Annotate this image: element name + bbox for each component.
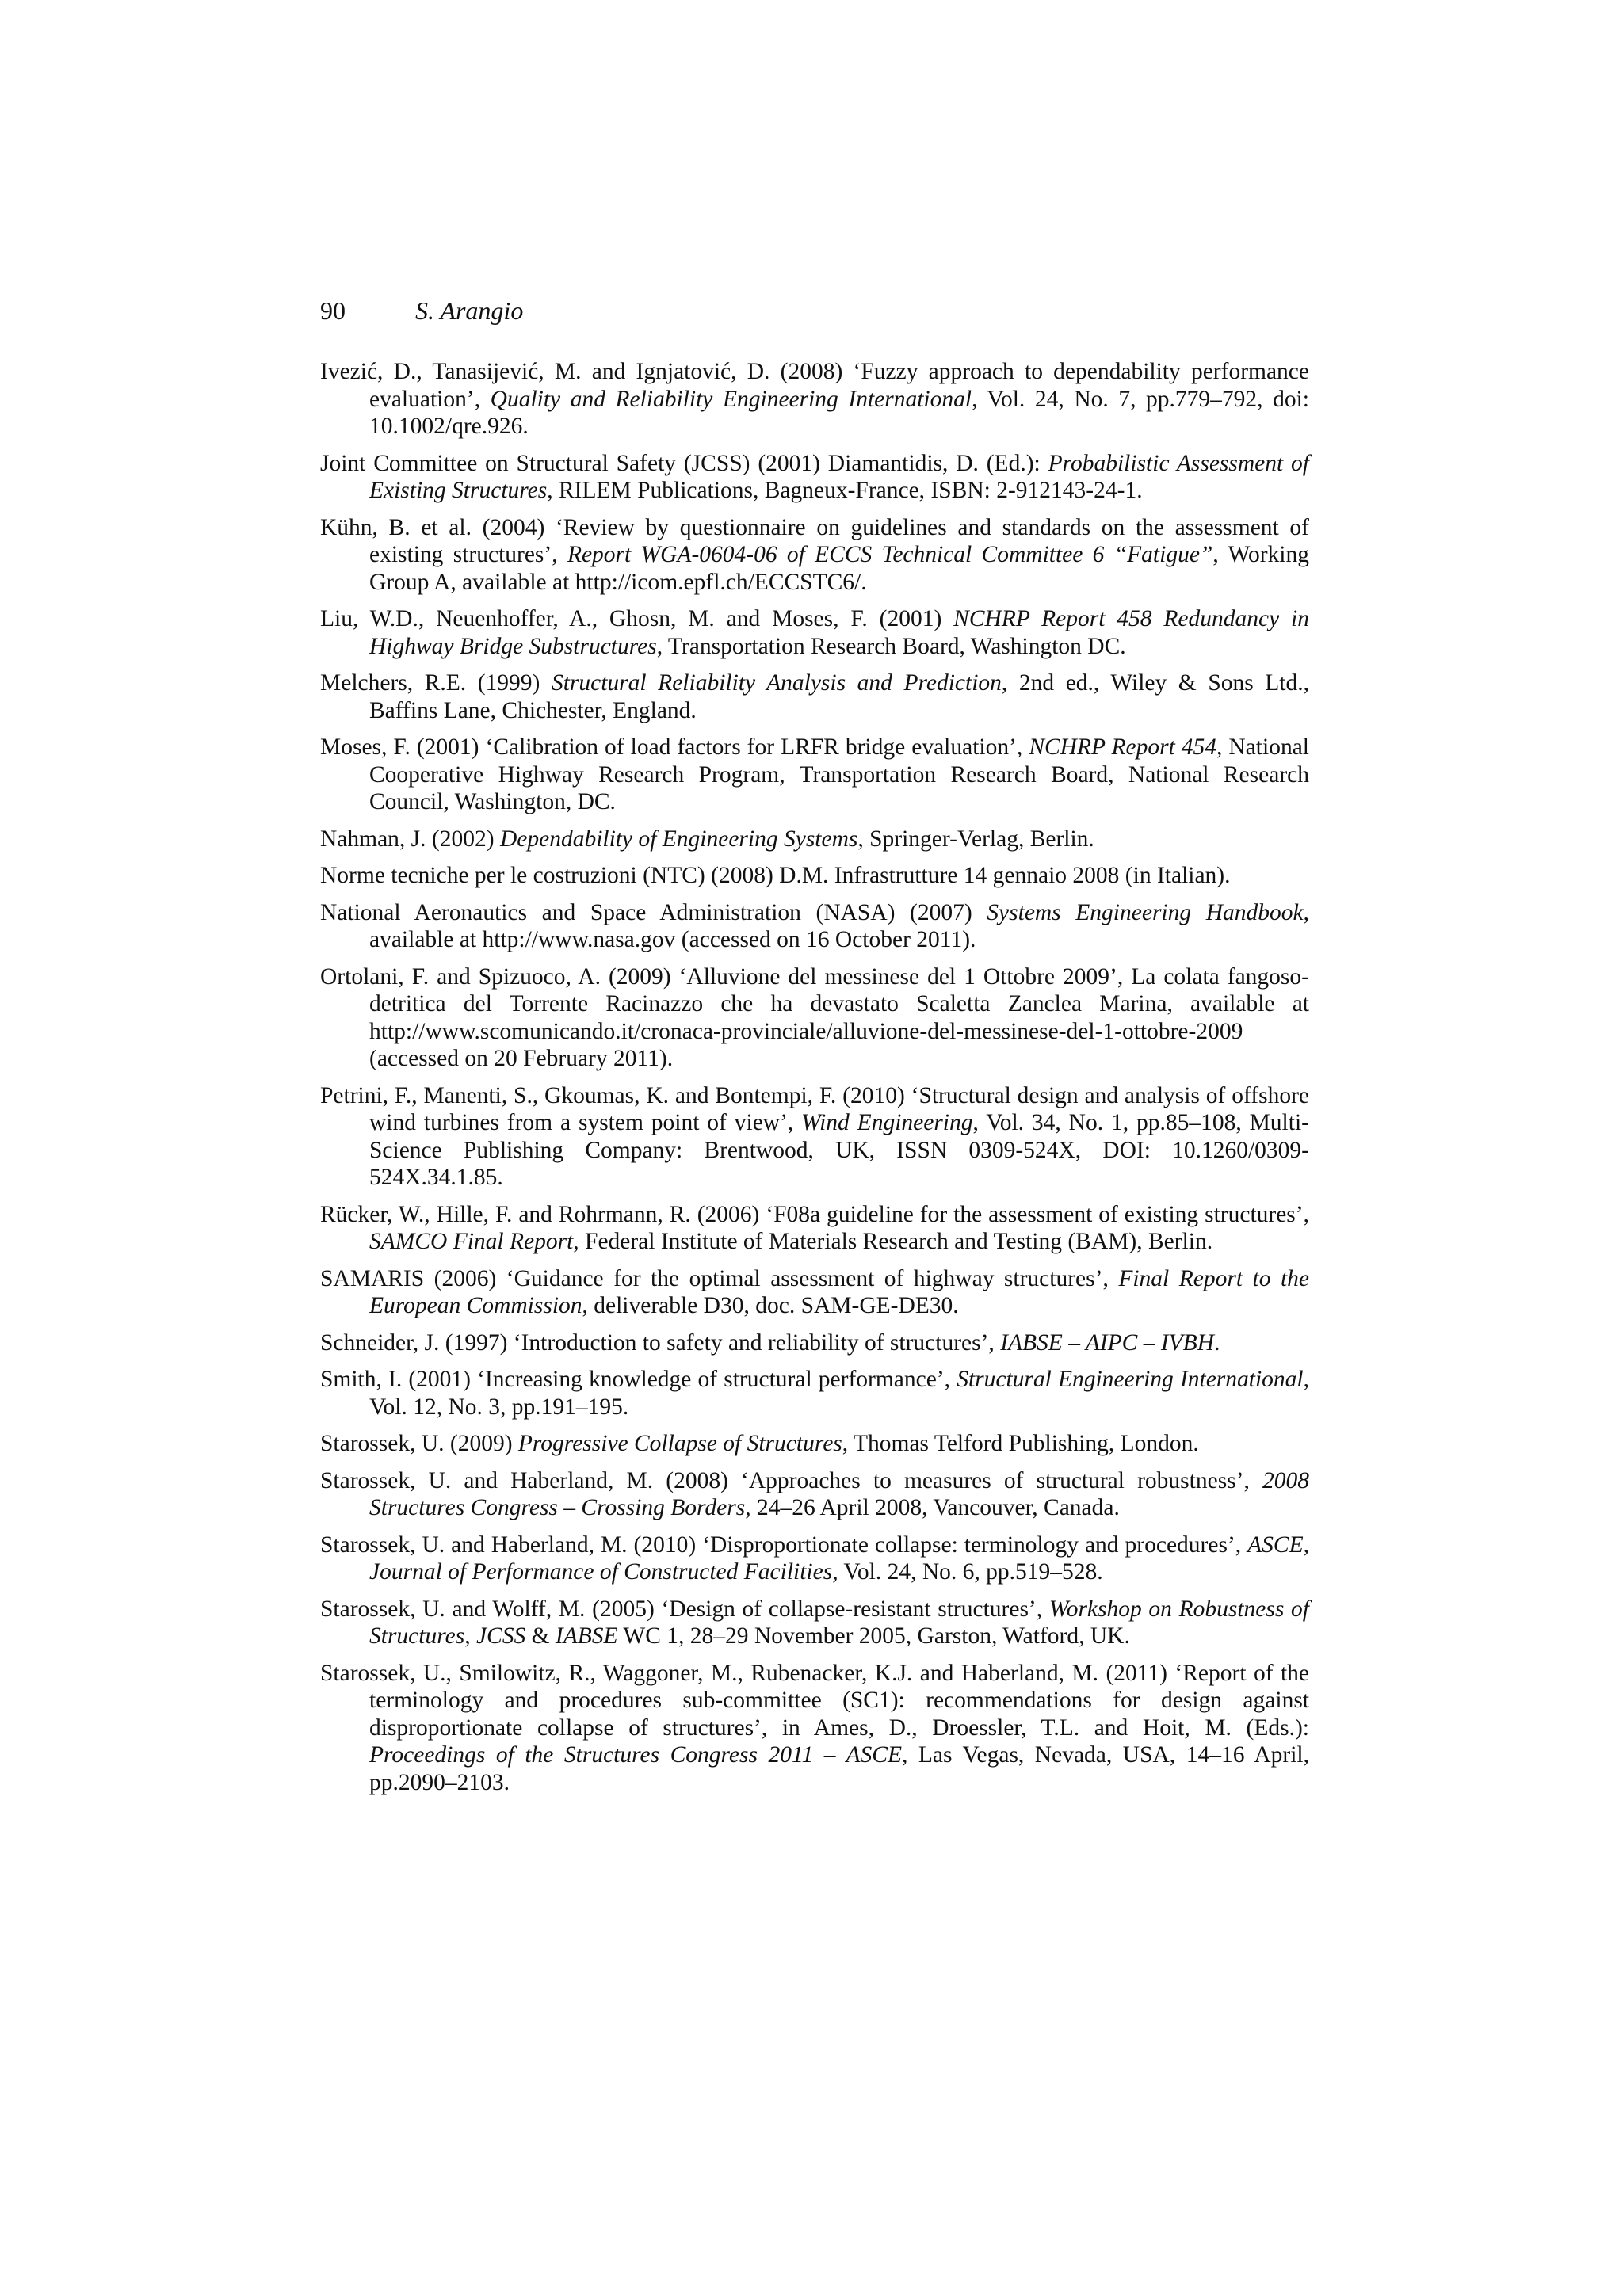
reference-entry [320,605,1309,660]
reference-text: Starossek, U. and Haberland, M. (2008) ‘Approaches to measures of structural robustness’, [320,1467,1262,1493]
reference-text: Starossek, U. (2009) [320,1431,518,1456]
reference-text: Norme tecniche per le costruzioni (NTC) (2008) D.M. Infrastrutture 14 gennaio 2008 (in Italian). [320,863,1231,888]
reference-text: , Vol. 24, No. 7, pp.779–792, doi: 10.1002/qre.926. [369,386,1309,439]
reference-text: , 2nd ed., Wiley & Sons Ltd., Baffins Lane, Chichester, England. [369,670,1310,723]
reference-text: , Transportation Research Board, Washington DC. [656,633,1126,659]
reference-entry [320,734,1309,816]
reference-entry [320,1467,1309,1522]
reference-text: Starossek, U., Smilowitz, R., Waggoner, M., Rubenacker, K.J. and Haberland, M. (2011) ‘Report of the terminology and procedures sub-committee (SC1): recommendations for design against disproportionate collapse of structures’, in Ames, D., Droessler, T.L. and Hoit, M. (Eds.): [320,1660,1309,1741]
reference-italic-text: Proceedings of the Structures Congress 2011 – ASCE [369,1742,902,1768]
reference-text: , RILEM Publications, Bagneux-France, ISBN: 2-912143-24-1. [547,478,1143,503]
reference-italic-text: Report WGA-0604-06 of ECCS Technical Committee 6 “Fatigue” [567,542,1213,567]
reference-text: , Vol. 24, No. 6, pp.519–528. [832,1559,1103,1585]
reference-text: Starossek, U. and Haberland, M. (2010) ‘Disproportionate collapse: terminology and procedures’, [320,1531,1248,1558]
reference-text: & [525,1623,556,1649]
reference-text: Ortolani, F. and Spizuoco, A. (2009) ‘Alluvione del messinese del 1 Ottobre 2009’, La colata fangoso-detritica del Torrente Racinazzo che ha devastato Scaletta Zanclea Marina, available at http://www.scomunicando.it/cronaca-provinciale/alluvione-del-messinese-del-1-ottobre-2009 (accessed on 20 February 2011). [320,963,1309,1071]
reference-text: , Vol. 34, No. 1, pp.85–108, Multi-Science Publishing Company: Brentwood, UK, ISSN 0309-524X, DOI: 10.1260/0309-524X.34.1.85. [369,1110,1309,1190]
reference-text: , National Cooperative Highway Research Program, Transportation Research Board, National Research Council, Washington, DC. [369,734,1309,814]
reference-italic-text: JCSS [475,1623,526,1649]
reference-italic-text: Workshop on Robustness of Structures [369,1596,1309,1649]
reference-text: Joint Committee on Structural Safety (JCSS) (2001) Diamantidis, D. (Ed.): [320,450,1048,476]
reference-entry [320,1430,1309,1458]
reference-italic-text: IABSE – AIPC – IVBH [1000,1329,1214,1356]
running-head-author: S. Arangio [415,296,524,325]
reference-text: Nahman, J. (2002) [320,826,500,852]
reference-text: Smith, I. (2001) ‘Increasing knowledge of structural performance’, [320,1367,957,1392]
reference-text: Moses, F. (2001) ‘Calibration of load factors for LRFR bridge evaluation’, [320,734,1029,760]
reference-text: Starossek, U. and Wolff, M. (2005) ‘Design of collapse-resistant structures’, [320,1596,1049,1622]
reference-italic-text: Structural Engineering International [957,1367,1304,1392]
reference-italic-text: Progressive Collapse of Structures [517,1431,842,1456]
reference-italic-text: Wind Engineering [801,1110,973,1135]
reference-italic-text: Quality and Reliability Engineering International [490,386,972,412]
reference-text: , 24–26 April 2008, Vancouver, Canada. [745,1495,1120,1520]
reference-entry [320,450,1309,505]
reference-italic-text: Dependability of Engineering Systems [499,826,858,852]
reference-entry [320,1366,1309,1421]
reference-text: Rücker, W., Hille, F. and Rohrmann, R. (2006) ‘F08a guideline for the assessment of existing structures’, [320,1201,1309,1227]
reference-italic-text: IABSE [555,1623,618,1649]
reference-text: , Las Vegas, Nevada, USA, 14–16 April, pp.2090–2103. [369,1742,1309,1795]
reference-text: , Federal Institute of Materials Research and Testing (BAM), Berlin. [573,1229,1213,1254]
reference-text: Melchers, R.E. (1999) [320,670,552,696]
reference-text: Ivezić, D., Tanasijević, M. and Ignjatović, D. (2008) ‘Fuzzy approach to dependability performance evaluation’, [320,359,1309,412]
reference-entry [320,899,1309,954]
reference-text: Kühn, B. et al. (2004) ‘Review by questionnaire on guidelines and standards on the assessment of existing structures’, [320,514,1309,567]
reference-entry [320,1660,1309,1797]
page-number: 90 [320,296,346,325]
reference-entry [320,826,1309,853]
reference-text: , Springer-Verlag, Berlin. [857,826,1094,852]
reference-text: . [1214,1329,1220,1356]
reference-text: SAMARIS (2006) ‘Guidance for the optimal assessment of highway structures’, [320,1265,1119,1291]
reference-text: Petrini, F., Manenti, S., Gkoumas, K. and Bontempi, F. (2010) ‘Structural design and analysis of offshore wind turbines from a system point of view’, [320,1082,1309,1135]
reference-entry [320,358,1309,441]
reference-text: WC 1, 28–29 November 2005, Garston, Watford, UK. [617,1623,1130,1649]
reference-text: Schneider, J. (1997) ‘Introduction to safety and reliability of structures’, [320,1329,1001,1356]
reference-entry [320,1201,1309,1256]
reference-text: , Working Group A, available at http://icom.epfl.ch/ECCSTC6/. [369,542,1309,595]
reference-list [320,358,1309,1806]
reference-italic-text: NCHRP Report 454 [1029,734,1217,760]
reference-italic-text: 2008 Structures Congress – Crossing Borders [369,1467,1309,1520]
reference-italic-text: Final Report to the European Commission [369,1265,1310,1318]
reference-italic-text: SAMCO Final Report [369,1229,574,1254]
reference-text: Liu, W.D., Neuenhoffer, A., Ghosn, M. and Moses, F. (2001) [320,606,954,631]
reference-italic-text: Probabilistic Assessment of Existing Structures [369,450,1310,503]
reference-entry [320,1531,1309,1586]
reference-entry [320,862,1309,890]
reference-entry [320,963,1309,1073]
reference-text: , [464,1623,476,1649]
reference-entry [320,514,1309,597]
reference-entry [320,1596,1309,1650]
reference-italic-text: ASCE, Journal of Performance of Constructed Facilities [369,1531,1309,1585]
reference-entry [320,1329,1309,1357]
reference-entry [320,669,1309,724]
reference-entry [320,1082,1309,1192]
reference-italic-text: Structural Reliability Analysis and Prediction [551,670,1002,696]
reference-text: , Vol. 12, No. 3, pp.191–195. [369,1367,1309,1420]
reference-entry [320,1265,1309,1320]
reference-text: National Aeronautics and Space Administration (NASA) (2007) [320,899,987,925]
reference-text: , Thomas Telford Publishing, London. [842,1431,1199,1456]
reference-text: , deliverable D30, doc. SAM-GE-DE30. [582,1293,959,1318]
reference-italic-text: NCHRP Report 458 Redundancy in Highway Bridge Substructures [369,606,1310,659]
reference-italic-text: Systems Engineering Handbook [987,899,1304,925]
running-header [320,295,523,326]
reference-text: , available at http://www.nasa.gov (accessed on 16 October 2011). [369,899,1309,952]
